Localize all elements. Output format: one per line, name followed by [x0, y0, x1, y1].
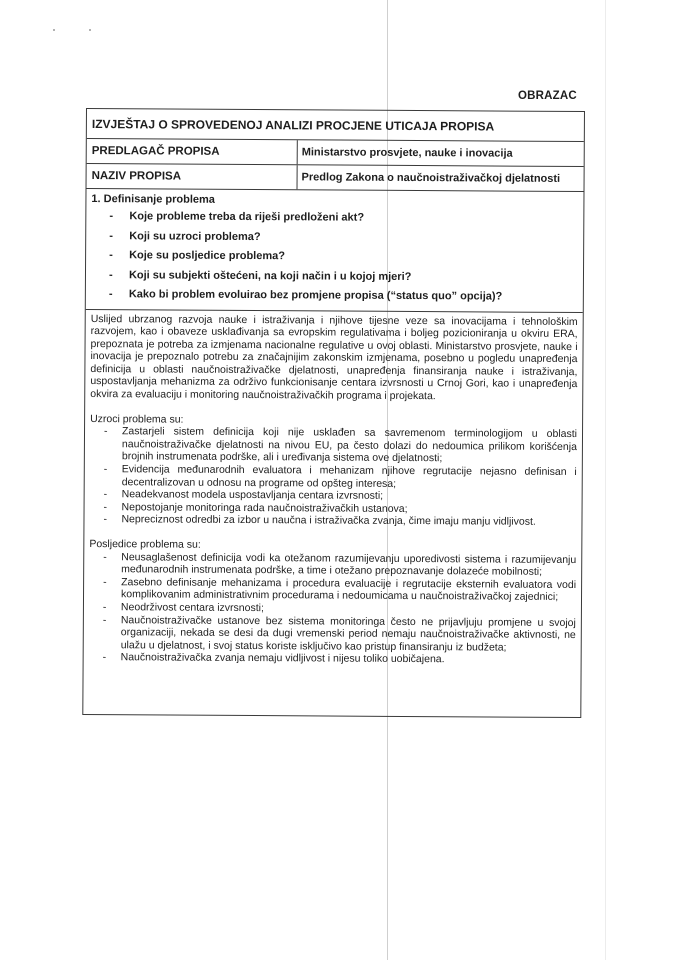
form-label: OBRAZAC	[518, 90, 577, 102]
regulation-name-row	[87, 164, 584, 192]
consequence-text: Neusaglašenost definicija vodi ka otežanom razumijevanju uporedivosti sistema i razumijevanju međunarodnih instrumenata podrške, a time i otežano prepoznavanje dolazeće mobilnosti;	[121, 550, 577, 578]
intro-paragraph: Uslijed ubrzanog razvoja nauke i istraživanja i njihove tijesne veze sa inovacijama i tehnološkim razvojem, kao i obaveze usklađivanja sa evropskim regulativama i boljeg pozicioniranja u okviru ERA, prepoznata je potreba za izmjenama nacionalne regulative u ovoj oblasti. Ministarstvo prosvjete, nauke i inovacija je prepoznalo potrebu za značajnijim zakonskim izmjenama, posebno u pogledu unapređenja definicija u oblasti naučnoistraživačke djelatnosti, unapređenja finansiranja nauke i istraživanja, uspostavljanja mehanizma za održivo funkcionisanje centara izvrsnosti u Crnoj Gori, kao i unapređenja okvira za evaluaciju i monitoring naučnoistraživačkih programa i projekata.	[90, 312, 578, 403]
consequences-heading: Posljedice problema su:	[89, 538, 201, 551]
consequence-text: Neodrživost centara izvrsnosti;	[120, 601, 264, 615]
cause-item	[103, 514, 576, 529]
question-list	[91, 207, 579, 307]
problem-answer-body	[83, 310, 582, 717]
consequence-item	[103, 551, 576, 579]
regulation-name-label: NAZIV PROPISA	[87, 164, 298, 189]
question-text: Kako bi problem evoluirao bez promjene propisa (“status quo” opcija)?	[128, 288, 503, 303]
dash-bullet-icon: -	[103, 463, 108, 476]
regulation-name-value: Predlog Zakona o naučnoistraživačkoj djelatnosti	[301, 171, 561, 185]
dash-bullet-icon: -	[109, 249, 113, 262]
dash-bullet-icon: -	[108, 268, 113, 281]
dash-bullet-icon: -	[108, 288, 113, 301]
dash-bullet-icon: -	[109, 229, 113, 242]
ria-report-table	[82, 108, 585, 718]
consequence-text: Naučnoistraživačka zvanja nemaju vidljivost i nijesu toliko uobičajena.	[120, 651, 445, 666]
consequences-list	[89, 551, 577, 667]
scan-speck	[89, 29, 91, 31]
dash-bullet-icon: -	[102, 651, 107, 664]
scan-edge-line	[605, 0, 606, 960]
consequence-item	[103, 651, 576, 666]
consequence-item	[103, 614, 576, 655]
question-text: Koje su posljedice problema?	[129, 249, 286, 263]
proposer-value: Ministarstvo prosvjete, nauke i inovacija	[301, 146, 513, 160]
dash-bullet-icon: -	[109, 210, 114, 223]
cause-item	[104, 425, 577, 466]
scan-speck	[53, 29, 55, 31]
causes-list	[89, 425, 577, 529]
causes-heading: Uzroci problema su:	[90, 412, 184, 426]
consequence-text: Naučnoistraživačke ustanove bez sistema monitoringa često ne prijavljuju promjene u svojoj organizaciji, nekada se desi da dugi vremenski period nemaju naučnoistraživačke aktivnosti, ne ulažu u djelatnost, i svoj status koriste isključivo kao pristup finansiranju iz budžeta;	[120, 613, 576, 654]
problem-definition-section	[86, 189, 584, 313]
dash-bullet-icon: -	[103, 425, 108, 438]
question-item	[109, 285, 578, 307]
dash-bullet-icon: -	[103, 488, 108, 501]
cause-text: Neadekvanost modela uspostavljanja centara izvrsnosti;	[121, 488, 384, 503]
dash-bullet-icon: -	[102, 601, 107, 614]
question-text: Koji su subjekti oštećeni, na koji način i u kojoj mjeri?	[128, 268, 412, 283]
report-title: IZVJEŠTAJ O SPROVEDENOJ ANALIZI PROCJENE UTICAJA PROPISA	[87, 109, 584, 142]
cause-text: Zastarjeli sistem definicija koji nije usklađen sa savremenom terminologijom u oblasti naučnoistraživačke djelatnosti na nivou EU, pa često dolazi do nedoumica prilikom korišćenja brojnih instrumenata podrške, ali i uređivanja sistema ove djelatnosti;	[121, 425, 578, 465]
proposer-row	[87, 139, 584, 167]
consequence-item	[103, 576, 576, 604]
question-text: Koji su uzroci problema?	[129, 229, 261, 243]
cause-text: Nepreciznost odredbi za izbor u naučna i istraživačka zvanja, čime imaju manju vidljivost.	[121, 513, 536, 529]
cause-text: Nepostojanje monitoringa rada naučnoistraživačkih ustanova;	[121, 501, 408, 515]
question-text: Koje probleme treba da riješi predloženi akt?	[129, 210, 365, 224]
consequence-text: Zasebno definisanje mehanizama i procedura evaluacije i regrutacije eksternih evaluatora vodi komplikovanim administrativnim procedurama i nedoumicama u naučnoistraživačkoj zajednici;	[120, 576, 577, 604]
section-heading: 1. Definisanje problema	[91, 193, 215, 206]
cause-text: Evidencija međunarodnih evaluatora i mehanizam njihove regrutacije nejasno definisan i decentralizovan u odnosu na programe od opšteg interesa;	[121, 463, 577, 490]
cause-item	[104, 463, 577, 491]
dash-bullet-icon: -	[103, 513, 108, 526]
dash-bullet-icon: -	[103, 575, 107, 588]
dash-bullet-icon: -	[103, 550, 107, 563]
dash-bullet-icon: -	[102, 613, 107, 626]
dash-bullet-icon: -	[103, 500, 108, 513]
proposer-label: PREDLAGAČ PROPISA	[87, 139, 298, 164]
